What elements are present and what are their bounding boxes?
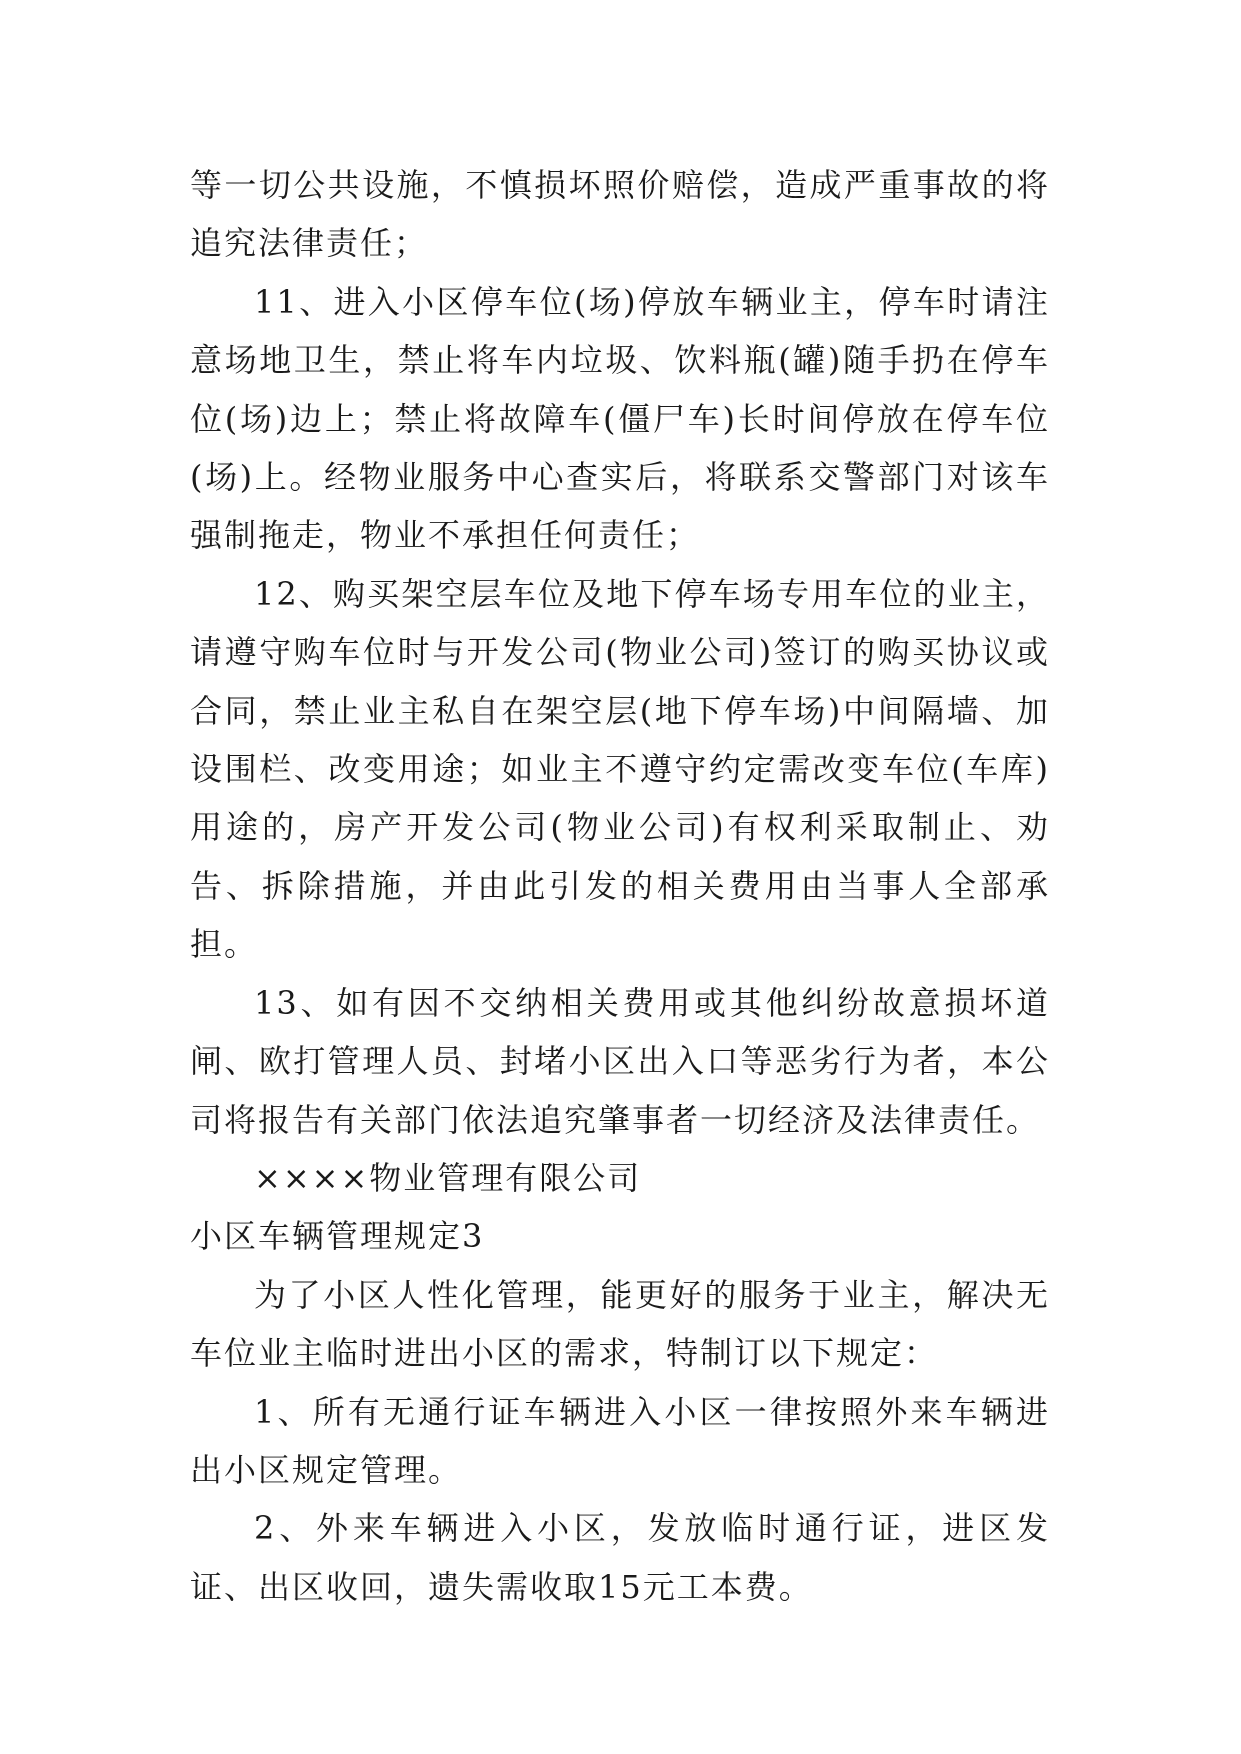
- paragraph-intro: 为了小区人性化管理，能更好的服务于业主，解决无车位业主临时进出小区的需求，特制订以下规定：: [190, 1275, 1050, 1373]
- paragraph-rule-1: 1、所有无通行证车辆进入小区一律按照外来车辆进出小区规定管理。: [190, 1392, 1050, 1489]
- document-body: [190, 156, 1050, 1616]
- section-title: 小区车辆管理规定3: [190, 1217, 485, 1256]
- paragraph-rule-2: 2、外来车辆进入小区，发放临时通行证，进区发证、出区收回，遗失需收取15元工本费。: [190, 1509, 1050, 1606]
- paragraph-rule-12: 12、购买架空层车位及地下停车场专用车位的业主，请遵守购车位时与开发公司(物业公司)签订的购买协议或合同，禁止业主私自在架空层(地下停车场)中间隔墙、加设围栏、改变用途；如业主不遵守约定需改变车位(车库)用途的，房产开发公司(物业公司)有权利采取制止、劝告、拆除措施，并由此引发的相关费用由当事人全部承担。: [190, 574, 1050, 964]
- company-signature: ××××物业管理有限公司: [254, 1158, 642, 1197]
- paragraph-rule-13: 13、如有因不交纳相关费用或其他纠纷故意损坏道闸、欧打管理人员、封堵小区出入口等恶劣行为者，本公司将报告有关部门依法追究肇事者一切经济及法律责任。: [190, 983, 1050, 1139]
- paragraph-public-facilities: 等一切公共设施，不慎损坏照价赔偿，造成严重事故的将追究法律责任；: [190, 166, 1050, 263]
- paragraph-rule-11: 11、进入小区停车位(场)停放车辆业主，停车时请注意场地卫生，禁止将车内垃圾、饮料瓶(罐)随手扔在停车位(场)边上；禁止将故障车(僵尸车)长时间停放在停车位(场)上。经物业服务中心查实后，将联系交警部门对该车强制拖走，物业不承担任何责任；: [190, 282, 1050, 555]
